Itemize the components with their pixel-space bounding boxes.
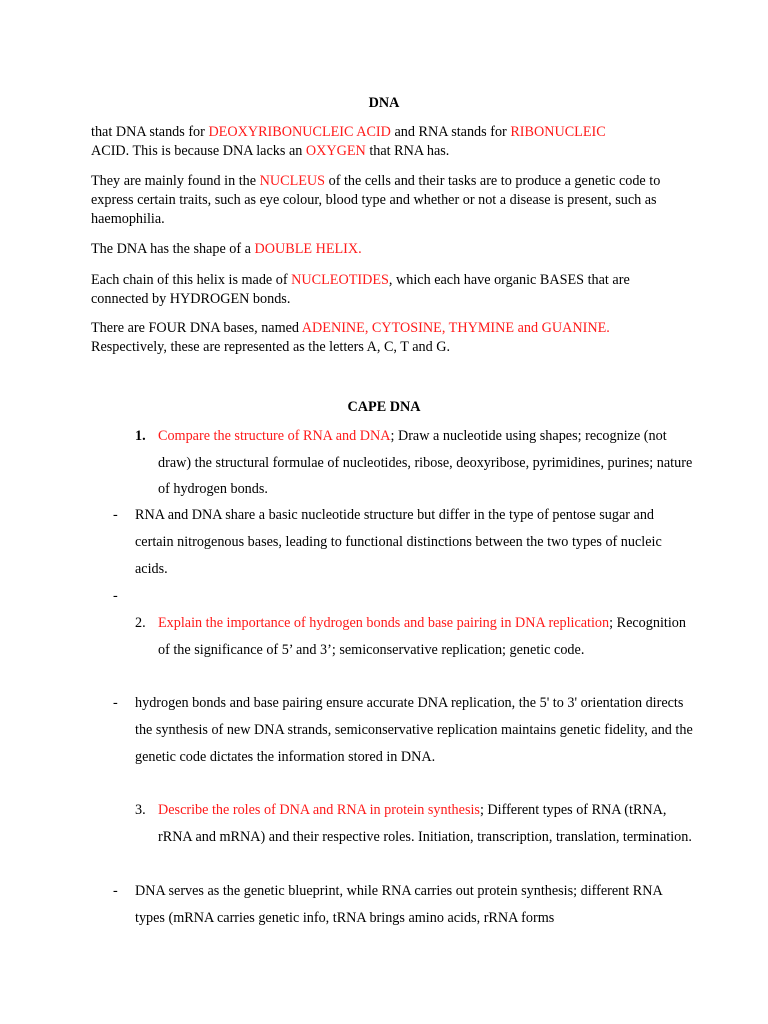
answer-item: - DNA serves as the genetic blueprint, while RNA carries out protein synthesis; different RNA types (mRNA carries genetic info, tRNA brings amino acids, rRNA forms [113,878,693,932]
objective-heading: Describe the roles of DNA and RNA in protein synthesis [158,802,480,818]
highlight-term: NUCLEOTIDES [291,272,389,288]
highlight-term: DEOXYRIBONUCLEIC ACID [208,124,391,140]
dash-bullet: - [113,588,118,604]
dash-bullet: - [113,883,118,899]
highlight-term: RIBONUCLEIC [510,124,606,140]
page-title: DNA [368,95,400,111]
paragraph-bases: There are FOUR DNA bases, named ADENINE, CYTOSINE, THYMINE and GUANINE. Respectively, these are represented as the letters A, C, T and G. [91,320,610,355]
dash-bullet: - [113,507,118,523]
answer-item: - hydrogen bonds and base pairing ensure accurate DNA replication, the 5' to 3' orientation directs the synthesis of new DNA strands, semiconservative replication maintains genetic fidelity, and the genetic code dictates the information stored in DNA. [113,690,693,771]
objective-heading: Compare the structure of RNA and DNA [158,428,391,444]
highlight-term: DOUBLE HELIX. [254,241,362,257]
objective-item: 1. Compare the structure of RNA and DNA; Draw a nucleotide using shapes; recognize (not draw) the structural formulae of nucleotides, ribose, deoxyribose, pyrimidines, purines; nature of hydrogen bonds. [135,423,695,503]
objective-item: 2. Explain the importance of hydrogen bonds and base pairing in DNA replication; Recognition of the significance of 5’ and 3’; semiconservative replication; genetic code. [135,610,695,663]
item-number: 3. [135,802,146,818]
answer-item: - RNA and DNA share a basic nucleotide structure but differ in the type of pentose sugar and certain nitrogenous bases, leading to functional distinctions between the two types of nucleic acids. [113,502,693,583]
paragraph-dna-definition: that DNA stands for DEOXYRIBONUCLEIC ACID and RNA stands for RIBONUCLEIC ACID. This is because DNA lacks an OXYGEN that RNA has. [91,124,606,159]
objective-item: 3. Describe the roles of DNA and RNA in protein synthesis; Different types of RNA (tRNA, rRNA and mRNA) and their respective roles. Initiation, transcription, translation, termination. [135,797,695,850]
highlight-term: OXYGEN [305,143,366,159]
paragraph-nucleus: They are mainly found in the NUCLEUS of the cells and their tasks are to produce a genetic code to express certain traits, such as eye colour, blood type and whether or not a disease is present, such as haemophilia. [91,173,661,227]
objective-heading: Explain the importance of hydrogen bonds and base pairing in DNA replication [158,615,610,631]
highlight-term: NUCLEUS [259,173,326,189]
paragraph-nucleotides: Each chain of this helix is made of NUCLEOTIDES, which each have organic BASES that are connected by HYDROGEN bonds. [91,272,630,307]
dash-bullet: - [113,695,118,711]
highlight-term: ADENINE, CYTOSINE, THYMINE and GUANINE. [301,320,610,336]
section-title: CAPE DNA [347,399,421,415]
paragraph-double-helix: The DNA has the shape of a DOUBLE HELIX. [91,241,362,257]
item-number: 2. [135,615,146,631]
item-number: 1. [135,428,146,444]
